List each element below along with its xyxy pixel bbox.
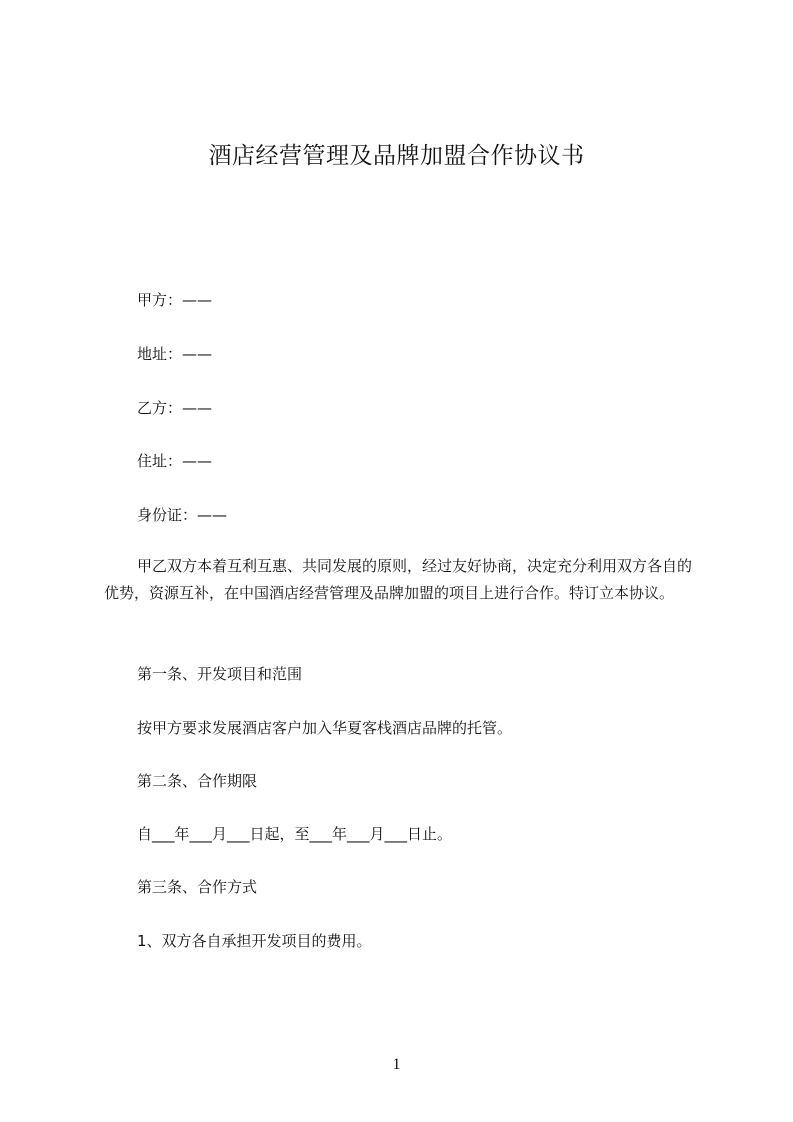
- page-number: 1: [392, 1056, 401, 1073]
- article-2-heading: 第二条、合作期限: [137, 772, 258, 790]
- document-title: 酒店经营管理及品牌加盟合作协议书: [208, 143, 585, 169]
- address-a-field: 地址：——: [137, 345, 213, 363]
- article-2-text: 自___年___月___日起，至___年___月___日止。: [137, 825, 453, 843]
- address-b-field: 住址：——: [137, 452, 213, 470]
- article-1-heading: 第一条、开发项目和范围: [137, 665, 303, 683]
- article-3-heading: 第三条、合作方式: [137, 878, 258, 896]
- party-b-field: 乙方：——: [137, 399, 213, 417]
- article-1-text: 按甲方要求发展酒店客户加入华夏客栈酒店品牌的托管。: [137, 719, 513, 737]
- id-card-field: 身份证：——: [137, 506, 228, 524]
- party-a-field: 甲方：——: [137, 291, 213, 309]
- intro-paragraph: 甲乙双方本着互利互惠、共同发展的原则，经过友好协商，决定充分利用双方各自的优势，资源互补，在中国酒店经营管理及品牌加盟的项目上进行合作。特订立本协议。: [104, 557, 693, 602]
- article-3-item-1: 1、双方各自承担开发项目的费用。: [137, 932, 372, 950]
